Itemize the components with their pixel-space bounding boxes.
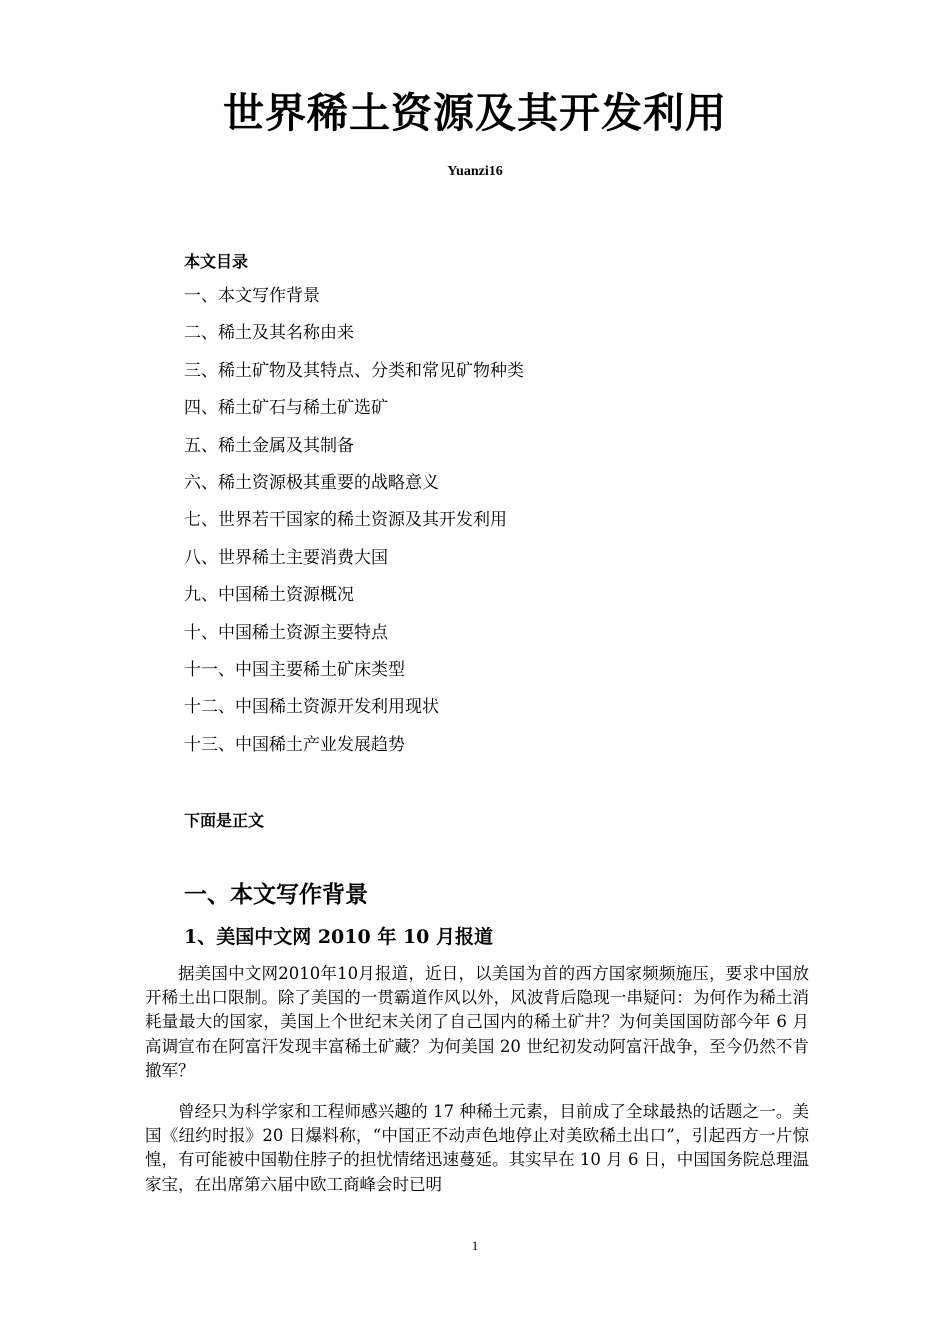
body-paragraph: 据美国中文网2010年10月报道，近日，以美国为首的西方国家频频施压，要求中国放开稀土出口限制。除了美国的一贯霸道作风以外，风波背后隐现一串疑问：为何作为稀土消耗量最大的国家，美国上个世纪末关闭了自己国内的稀土矿井？为何美国国防部今年 6 月高调宣布在阿富汗发现丰富稀土矿藏？为何美国 20 世纪初发动阿富汗战争，至今仍然不肯撤军？ <box>145 964 809 1080</box>
toc-item: 一、本文写作背景 <box>184 286 320 306</box>
body-heading: 下面是正文 <box>184 811 265 830</box>
toc-item: 十二、中国稀土资源开发利用现状 <box>184 697 439 718</box>
author-name: Yuanzi16 <box>447 164 503 179</box>
document-title: 世界稀土资源及其开发利用 <box>223 89 727 137</box>
toc-item: 十一、中国主要稀土矿床类型 <box>184 659 405 680</box>
body-paragraph: 曾经只为科学家和工程师感兴趣的 17 种稀土元素，目前成了全球最热的话题之一。美国《纽约时报》20 日爆料称，“中国正不动声色地停止对美欧稀土出口”，引起西方一片惊惶，有可能被中国勒住脖子的担忧情绪迅速蔓延。其实早在 10 月 6 日，中国国务院总理温家宝，在出席第六届中欧工商峰会时已明 <box>145 1102 809 1194</box>
toc-item: 七、世界若干国家的稀土资源及其开发利用 <box>184 510 507 531</box>
toc-item: 六、稀土资源极其重要的战略意义 <box>184 472 439 493</box>
toc-item: 八、世界稀土主要消费大国 <box>184 547 388 568</box>
toc-item: 十三、中国稀土产业发展趋势 <box>184 734 405 755</box>
section-title: 一、本文写作背景 <box>184 882 368 908</box>
toc-item: 五、稀土金属及其制备 <box>184 435 354 456</box>
toc-item: 四、稀土矿石与稀土矿选矿 <box>184 398 388 419</box>
toc-item: 十、中国稀土资源主要特点 <box>184 622 388 643</box>
toc-item: 九、中国稀土资源概况 <box>184 585 354 606</box>
toc-item: 三、稀土矿物及其特点、分类和常见矿物种类 <box>184 360 524 381</box>
page-number: 1 <box>471 1238 479 1253</box>
toc-heading: 本文目录 <box>184 252 249 271</box>
table-of-contents <box>184 284 524 770</box>
toc-item: 二、稀土及其名称由来 <box>184 323 354 344</box>
subsection-title: 1、美国中文网 2010 年 10 月报道 <box>184 926 494 948</box>
